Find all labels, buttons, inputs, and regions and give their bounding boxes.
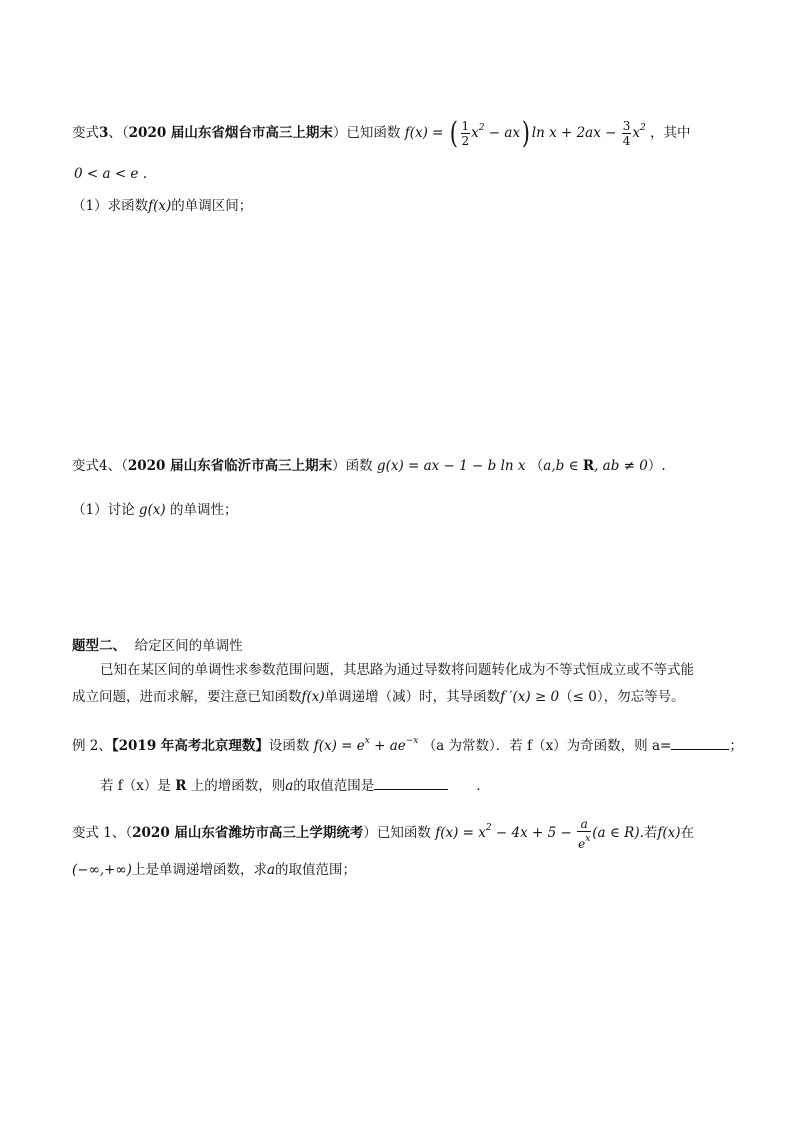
variant4-number: 4 (99, 458, 108, 474)
type2-heading (72, 636, 243, 656)
formula-part: + ae (369, 738, 406, 754)
variant3-sep: 、（ (108, 125, 129, 141)
frac-den (577, 832, 591, 851)
example2-end: ； (729, 738, 743, 754)
real-set-symbol: R (582, 458, 595, 474)
exp: −x (405, 736, 419, 746)
para-text: 成立问题，进而求解，要注意已知函数 (72, 689, 302, 705)
var-a: a (285, 778, 294, 794)
variant1-source: 2020 届山东省潍坊市高三上学期统考 (132, 825, 364, 841)
variant3-lead: ）已知函数 (332, 125, 401, 141)
exp: x (364, 736, 370, 746)
frac-num: 1 (461, 119, 470, 133)
para-text: （≤ 0），勿忘等号。 (559, 689, 685, 705)
text: .若 (639, 825, 658, 841)
variant4-lead: ）函数 (332, 458, 373, 474)
variant1-lead: ）已知函数 (363, 825, 431, 841)
type2-paragraph-line1: 已知在某区间的单调性求参数范围问题，其思路为通过导数将问题转化成为不等式恒成立或不等式能 (100, 662, 694, 678)
derivative-condition: f ′(x) ≥ 0 (500, 689, 560, 705)
variant4-source: 2020 届山东省临沂市高三上期末 (127, 458, 333, 474)
variant3-formula (404, 115, 650, 151)
variant1-fraction (577, 817, 591, 851)
function-name: f(x) (657, 825, 681, 841)
example-lead: 设函数 (268, 738, 310, 754)
variant3-condition: 0 < a < e . (74, 166, 147, 182)
variant3-prefix: 变式 (72, 125, 99, 141)
interval: (−∞,+∞) (72, 862, 132, 878)
part-label: （1）讨论 (72, 502, 135, 518)
text: 的取值范围； (275, 862, 357, 878)
variant3-mid: ln x + 2ax − (531, 125, 621, 141)
type2-paragraph-line2 (72, 687, 685, 707)
function-name: f(x) (148, 198, 172, 214)
variant3-part1 (72, 196, 252, 216)
variant1-line2 (72, 860, 356, 880)
variant3-line1 (72, 112, 691, 149)
variant3-source: 2020 届山东省烟台市高三上期末 (128, 125, 333, 141)
example2-note: （a 为常数）．若 f（x）为奇函数，则 a= (422, 738, 672, 754)
exp: x (585, 833, 591, 844)
part-text: 的单调区间； (171, 198, 253, 214)
left-paren: ( (449, 115, 458, 151)
text: . (476, 778, 481, 794)
text: 在 (680, 825, 695, 841)
exp: 2 (640, 123, 646, 133)
formula-part: − 4x + 5 − (491, 825, 577, 841)
cond-open: （ (529, 458, 544, 474)
variant3-x-tail: x (632, 125, 641, 141)
variant4-prefix: 变式 (72, 458, 99, 474)
function-name: f(x) (301, 689, 325, 705)
frac-den: 2 (461, 134, 470, 148)
part-label: （1）求函数 (72, 198, 149, 214)
formula-part: f(x) = e (313, 738, 365, 754)
answer-blank[interactable] (374, 775, 448, 790)
text: 上的增函数，则 (186, 778, 286, 794)
variant3-minus-ax: − ax (484, 125, 521, 141)
variant3-x: x (471, 125, 479, 141)
var-a: a (266, 862, 276, 878)
real-set-symbol: R (175, 778, 187, 794)
frac-den-base: e (578, 836, 586, 851)
section-heading: 题型二、 (72, 638, 126, 654)
variant4-line1 (72, 456, 666, 476)
variant3-number: 3 (99, 125, 109, 141)
text: 的取值范围是 (293, 778, 375, 794)
cond-vars: a,b ∈ (543, 458, 583, 474)
frac-num: a (577, 817, 591, 832)
variant1-prefix: 变式 1、（ (72, 825, 133, 841)
text: 若 f（x）是 (100, 778, 176, 794)
formula-part: f(x) = x (435, 825, 486, 841)
frac-num: 3 (622, 119, 631, 133)
formula-cond: (a ∈ R) (592, 825, 640, 841)
variant4-sep: 、（ (107, 458, 128, 474)
example2-line2 (100, 775, 481, 796)
variant3-f-lhs: f(x) = (404, 125, 448, 141)
exp: 2 (478, 123, 485, 133)
right-paren: ) (521, 115, 531, 151)
example2-formula (314, 738, 419, 754)
text: 上是单调递增函数，求 (131, 862, 267, 878)
cond-rest: , ab ≠ 0 (594, 458, 648, 474)
cond-close: ）. (647, 458, 666, 474)
function-name: g(x) (138, 502, 166, 518)
example2-line1 (72, 731, 743, 756)
variant4-part1 (72, 500, 237, 520)
frac-den: 4 (622, 134, 631, 148)
answer-blank[interactable] (671, 735, 729, 750)
variant3-fraction-half (461, 119, 471, 148)
section-title: 给定区间的单调性 (134, 638, 243, 654)
exp: 2 (485, 823, 492, 833)
example-prefix: 例 2、 (72, 738, 112, 754)
variant3-fraction-three-quarters (622, 119, 632, 148)
variant3-tail: ，其中 (650, 125, 691, 141)
para-text: 单调递增（减）时，其导函数 (324, 689, 501, 705)
example-source: 【2019 年高考北京理数】 (111, 738, 269, 754)
variant1-line1 (72, 812, 694, 851)
variant1-formula (435, 816, 640, 851)
variant4-formula: g(x) = ax − 1 − b ln x (376, 458, 526, 474)
part-text: 的单调性； (169, 502, 238, 518)
